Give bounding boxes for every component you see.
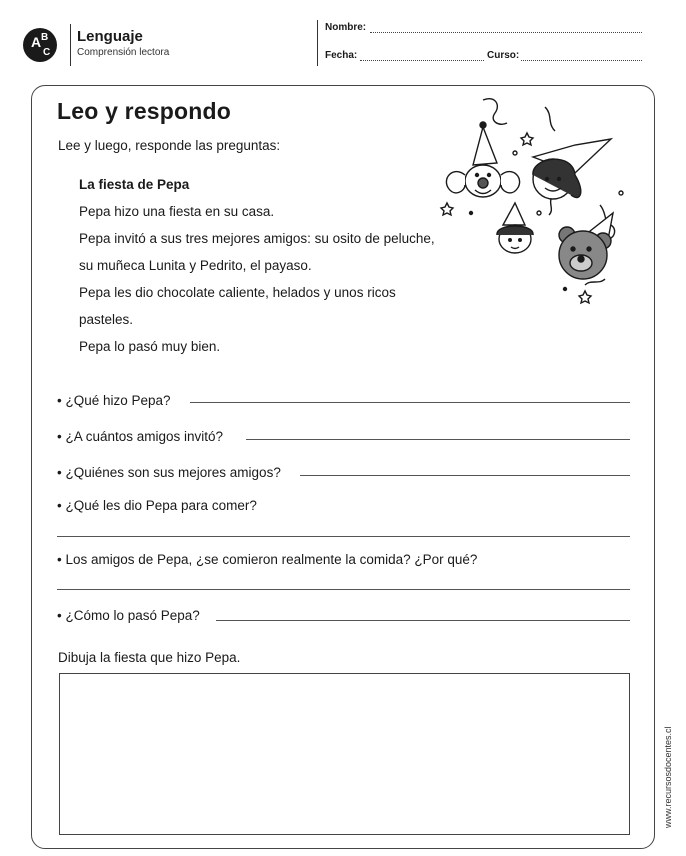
question-3: • ¿Quiénes son sus mejores amigos? [57,465,281,480]
answer-line-2[interactable] [246,439,630,440]
curso-label: Curso: [487,50,520,61]
question-5: • Los amigos de Pepa, ¿se comieron realmente la comida? ¿Por qué? [57,552,478,567]
question-1: • ¿Qué hizo Pepa? [57,393,171,408]
fecha-label: Fecha: [325,50,358,61]
answer-line-5[interactable] [57,589,630,590]
nombre-label: Nombre: [325,22,367,33]
curso-field[interactable] [521,60,642,61]
watermark-url: www.recursosdocentes.cl [663,726,673,828]
draw-prompt: Dibuja la fiesta que hizo Pepa. [58,650,241,665]
question-4: • ¿Qué les dio Pepa para comer? [57,498,257,513]
story-line: Pepa les dio chocolate caliente, helados y unos ricos [79,285,396,300]
fecha-field[interactable] [360,60,484,61]
answer-line-4[interactable] [57,536,630,537]
abc-logo-icon [22,24,66,66]
answer-line-6[interactable] [216,620,630,621]
story-line: su muñeca Lunita y Pedrito, el payaso. [79,258,312,273]
answer-line-3[interactable] [300,475,630,476]
logo-letter-c: C [43,47,51,58]
question-2: • ¿A cuántos amigos invitó? [57,429,224,444]
answer-line-1[interactable] [190,402,630,403]
header-divider [70,24,71,66]
logo-letter-a: A [31,34,42,50]
drawing-area[interactable] [59,673,630,835]
subject-subtitle: Comprensión lectora [77,47,170,58]
header-fields-divider [317,20,318,66]
logo-letter-b: B [41,32,49,43]
story-line: Pepa invitó a sus tres mejores amigos: su osito de peluche, [79,231,435,246]
story-title: La fiesta de Pepa [79,177,190,192]
worksheet-title: Leo y respondo [57,98,232,124]
subject-title: Lenguaje [77,28,143,45]
story-line: pasteles. [79,312,134,327]
story-line: Pepa lo pasó muy bien. [79,339,221,354]
story-line: Pepa hizo una fiesta en su casa. [79,204,275,219]
party-friends-illustration [435,95,635,310]
instructions: Lee y luego, responde las preguntas: [58,138,281,153]
question-6: • ¿Cómo lo pasó Pepa? [57,608,200,623]
nombre-field[interactable] [370,32,642,33]
